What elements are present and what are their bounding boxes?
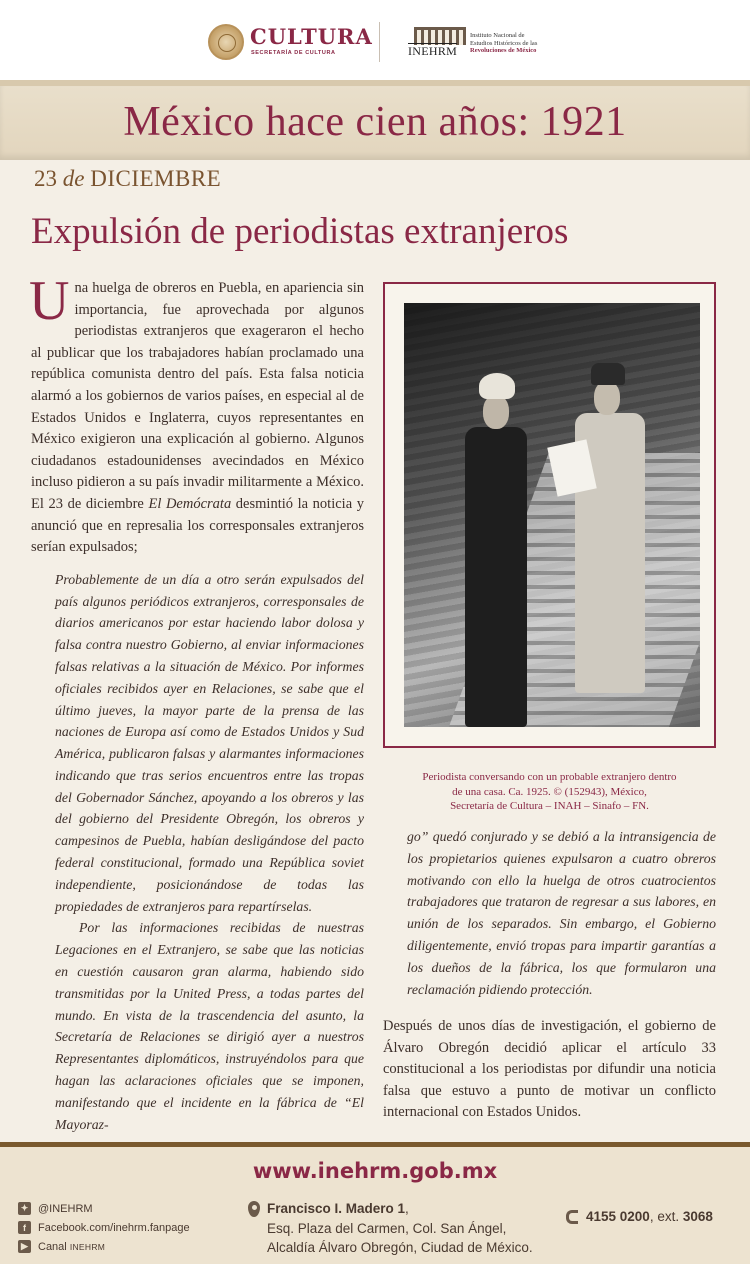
date-month: DICIEMBRE [90,166,222,191]
header-divider [379,22,380,62]
left-column [29,270,364,1135]
dropcap: U [29,270,70,332]
inehrm-name: INEHRM [408,44,458,58]
newspaper-name: El Demócrata [148,495,232,512]
historic-photo[interactable] [404,303,700,727]
phone-icon [566,1210,578,1224]
inehrm-desc-line3: Revoluciones de México [470,47,537,54]
facebook-link[interactable] [18,1218,190,1237]
youtube-icon: ▶ [18,1240,31,1253]
twitter-handle: @INEHRM [38,1202,93,1215]
closing-paragraph: Después de unos días de investigación, el gobierno de Álvaro Obregón decidió aplicar el artículo 33 constitucional a los periodistas por difundir una noticia falsa que estuvo a punto de motivar un conflicto internacional con Estados Unidos. [383,1018,716,1121]
address-comma: , [405,1201,409,1216]
quote-continuation: go” quedó conjurado y se debió a la intransigencia de los propietarios quienes expulsaron a cuatro obreros motivando con ello la huelga de otros cuatrocientos trabajadores que trataron de regresar a sus labores, en unión de los separados. Sin embargo, el Gobierno diligentemente, envió tropas para impartir garantías a los dueños de la fábrica, los que formularon una reclamación pidiendo protección. [407,829,716,997]
band-title: México hace cien años: 1921 [123,99,627,145]
photo-figure-journalist [459,373,529,727]
caption-line3: Secretaría de Cultura – INAH – Sinafo – FN. [450,800,649,812]
phone-ext: 3068 [682,1209,713,1224]
address-text [267,1199,533,1258]
photo-frame [383,282,716,748]
footer [0,1142,750,1264]
intro-text: na huelga de obreros en Puebla, en apariencia sin importancia, fue aprovechada por algunos periodistas extranjeros que exageraron el hecho al publicar que los trabajadores habían proclamado una república comunista dentro del país. Esta falsa noticia alarmó a los gobiernos de varios países, en especial al de Estados Unidos e Inglaterra, cuyos representantes en México exigieron una explicación al gobierno. Algunos ciudadanos estadounidenses avecindados en México incluso pidieron a su país invadir militarmente a México. El 23 de diciembre [31,280,364,512]
date-day: 23 [34,166,57,191]
cultura-logo[interactable] [208,23,373,63]
inehrm-logo[interactable] [406,25,546,59]
caption-line1: Periodista conversando con un probable extranjero dentro [422,771,677,783]
location-pin-icon [248,1201,260,1217]
twitter-icon: ✦ [18,1202,31,1215]
website-link[interactable]: www.inehrm.gob.mx [252,1159,498,1183]
date-line [34,166,221,192]
phone[interactable] [566,1209,713,1224]
cultura-subtitle: SECRETARÍA DE CULTURA [251,50,336,56]
phone-number: 4155 0200 [586,1209,650,1224]
photo-figure-foreigner [569,363,649,693]
facebook-icon: f [18,1221,31,1234]
youtube-label: Canal [38,1240,67,1253]
title-band [0,80,750,160]
date-de: de [62,166,85,191]
facebook-url: Facebook.com/inehrm.fanpage [38,1221,190,1234]
inehrm-description [470,32,550,55]
address-line3: Alcaldía Álvaro Obregón, Ciudad de México. [267,1240,533,1255]
seal-icon [208,24,244,60]
social-links [18,1199,190,1256]
address-street: Francisco I. Madero 1 [267,1201,406,1216]
ext-label: , ext. [649,1209,680,1224]
inehrm-desc-line1: Instituto Nacional de [470,32,525,39]
quote-paragraph-2: Por las informaciones recibidas de nuestras Legaciones en el Extranjero, se sabe que las noticias en cuestión causaron gran alarma, habiendo sido transmitidas por la United Press, a todas partes del mundo. En vista de la trascendencia del asunto, la Secretaría de Relaciones se dirigió ayer a nuestros Representantes diplomáticos, instruyéndolos para que hagan las aclaraciones oficiales que se imponen, manifestando que el incidente en la fábrica de “El Mayoraz- [55,920,364,1132]
inehrm-desc-line2: Estudios Históricos de las [470,39,538,47]
top-header [0,0,750,80]
youtube-channel: INEHRM [69,1241,106,1252]
intro-end: desmintió la noticia y anunció que en represalia los corresponsales extranjeros serían expulsados; [31,495,364,556]
youtube-link[interactable] [18,1237,190,1256]
intro-paragraph [29,270,364,559]
article-title: Expulsión de periodistas extranjeros [31,211,569,252]
address-line2: Esq. Plaza del Carmen, Col. San Ángel, [267,1220,507,1236]
twitter-link[interactable] [18,1199,190,1218]
caption-line2: de una casa. Ca. 1925. © (152943), México, [452,785,647,798]
photo-caption [383,770,716,814]
quote-block [31,569,364,1136]
cultura-name: CULTURA [250,24,373,49]
quote-paragraph-1: Probablemente de un día a otro serán expulsados del país algunos periódicos extranjeros, corresponsales de diarios americanos por estar haciendo labor dolosa y falsa contra nuestro Gobierno, al enviar informaciones falsas relativas a la situación de México. Por informes oficiales recibidos ayer en Relaciones, se sabe que el último jueves, la mayor parte de la prensa de las naciones de Europa así como de Estados Unidos y Sud América, publicaron falsas y alarmantes informaciones indicando que tras serios encuentros entre las tropas del Gobernador Sánchez, apoyando a los obreros y las del gobierno del Presidente Obregón, los obreros y campesinos de Puebla, habían desligándose del pacto federal constitucional, formado una República soviet independiente, posicionándose de todas las propiedades de extranjeros para repartírselas. [55,571,364,914]
